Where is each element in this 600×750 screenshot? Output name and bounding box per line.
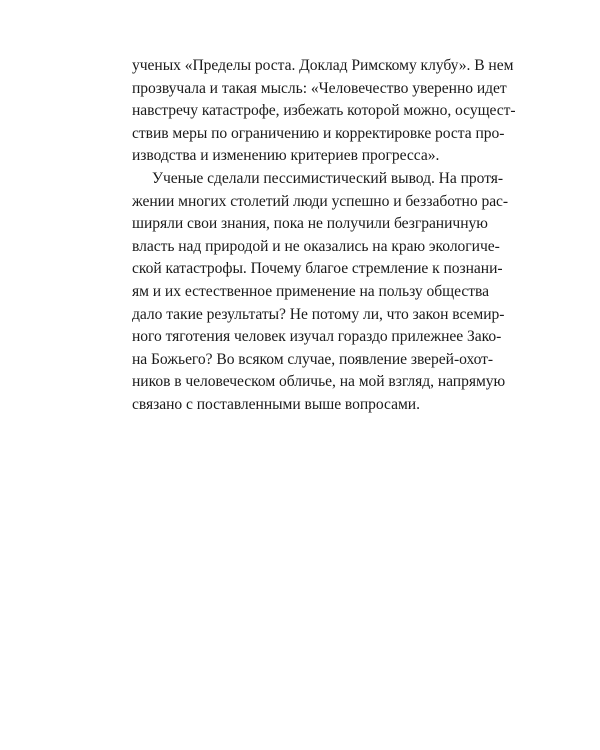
text-line: жении многих столетий люди успешно и беззаботно рас-: [132, 192, 509, 210]
text-line: ской катастрофы. Почему благое стремление к познани-: [132, 260, 503, 278]
text-line: дало такие результаты? Не потому ли, что закон всемир-: [132, 305, 505, 323]
text-line: изводства и изменению критериев прогресса».: [132, 147, 440, 165]
text-line: навстречу катастрофе, избежать которой можно, осущест-: [132, 102, 516, 120]
text-line: связано с поставленными выше вопросами.: [132, 395, 420, 413]
text-line: ников в человеческом обличье, на мой взгляд, напрямую: [132, 373, 506, 391]
text-line: ширяли свои знания, пока не получили безграничную: [132, 215, 488, 233]
text-line: ного тяготения человек изучал гораздо прилежнее Зако-: [132, 328, 502, 346]
text-line: Ученые сделали пессимистический вывод. На протя-: [152, 169, 504, 187]
text-line: прозвучала и такая мысль: «Человечество уверенно идет: [132, 79, 507, 97]
body-text: [132, 55, 516, 417]
text-line: ям и их естественное применение на пользу общества: [132, 282, 489, 300]
text-line: ствив меры по ограничению и корректировке роста про-: [132, 124, 505, 142]
paragraph-2: [132, 168, 509, 417]
text-line: власть над природой и не оказались на краю экологиче-: [132, 237, 500, 255]
paragraph-1: [132, 55, 516, 168]
text-line: ученых «Пределы роста. Доклад Римскому клубу». В нем: [132, 57, 514, 74]
text-line: на Божьего? Во всяком случае, появление зверей-охот-: [132, 350, 494, 368]
